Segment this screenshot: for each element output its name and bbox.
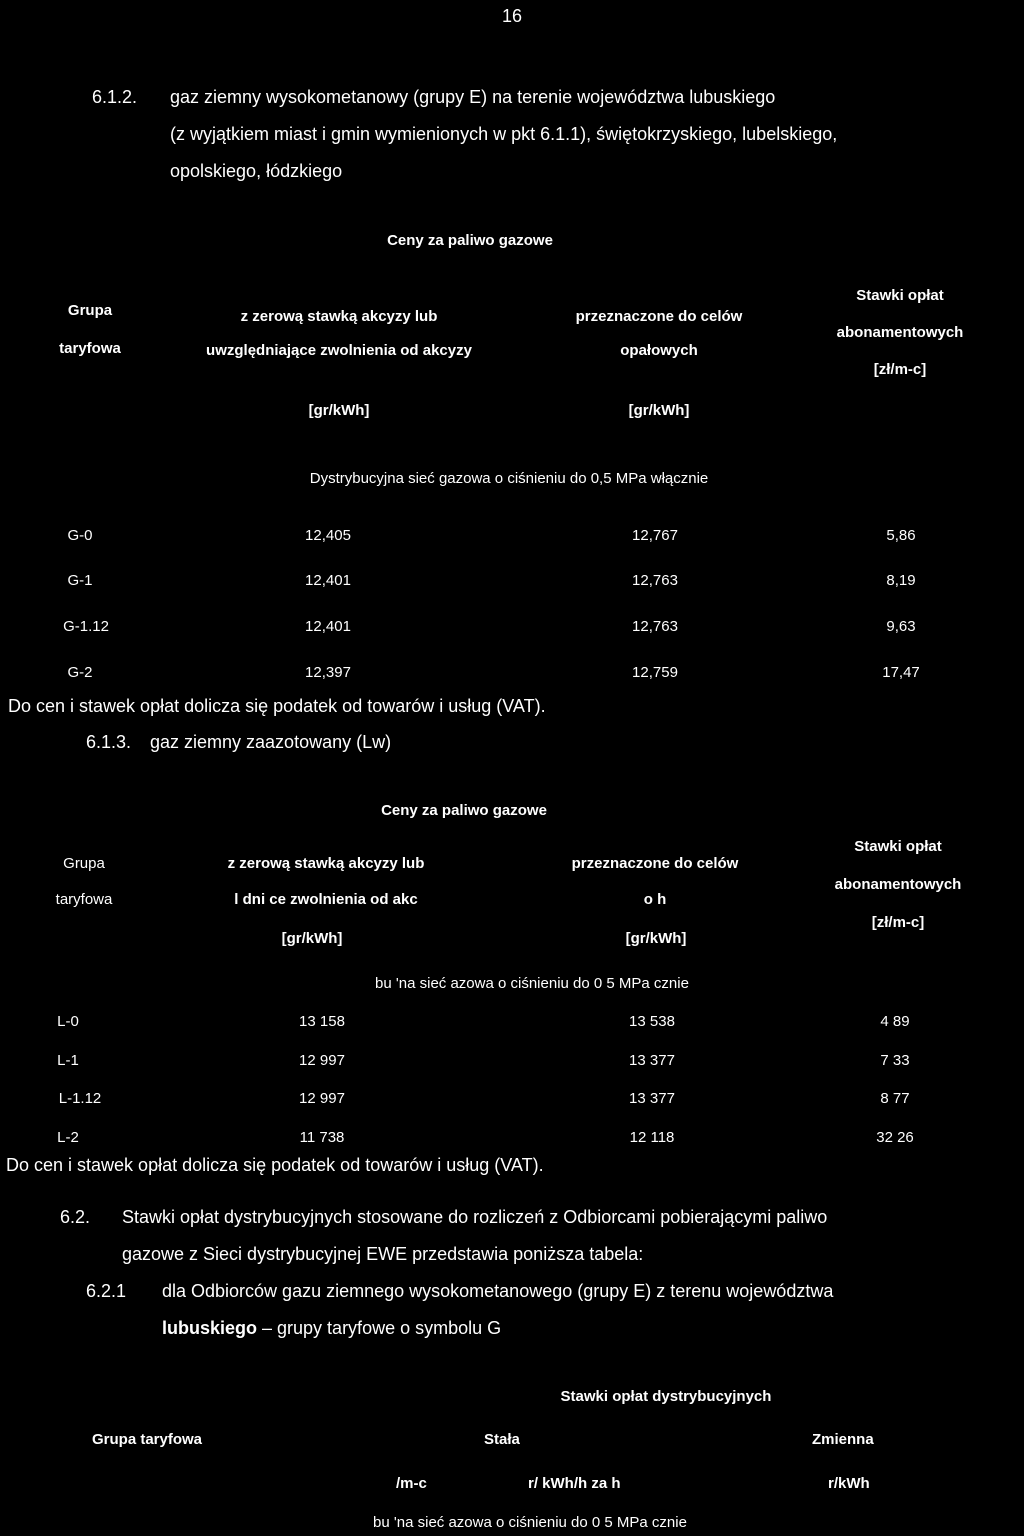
table3-caption: Stawki opłat dystrybucyjnych <box>560 1388 772 1405</box>
table1-cell-heating: 12,763 <box>632 618 678 635</box>
table1-header-zero-excise: z zerową stawką akcyzy lub uwzględniające zwolnienia od akcyzy <box>206 308 472 359</box>
table1-cell-group: G-1 <box>67 572 93 589</box>
table1-cell-zero: 12,401 <box>305 572 351 589</box>
table2-cell-heating: 13 377 <box>629 1052 675 1069</box>
section-621-line1: dla Odbiorców gazu ziemnego wysokometanowego (grupy E) z terenu województwa <box>162 1281 834 1301</box>
table1-cell-subscription: 8,19 <box>886 572 916 589</box>
table2-unit-heating: [gr/kWh] <box>625 930 687 947</box>
table1-unit-heating: [gr/kWh] <box>628 402 690 419</box>
table2-cell-heating: 12 118 <box>629 1129 675 1146</box>
table1-cell-heating: 12,763 <box>632 572 678 589</box>
table3-unit-monthly: /m-c <box>396 1475 427 1492</box>
table1-cell-subscription: 9,63 <box>886 618 916 635</box>
table1-cell-group: G-0 <box>67 527 93 544</box>
table1-header-group: Grupa taryfowa <box>59 302 121 357</box>
table3-header-fixed: Stała <box>484 1431 520 1448</box>
table3-unit-capacity: r/ kWh/h za h <box>528 1475 621 1492</box>
table2-cell-group: L-1.12 <box>58 1090 102 1107</box>
table1-unit-zero: [gr/kWh] <box>308 402 370 419</box>
page-number: 16 <box>502 6 523 26</box>
section-613-number: 6.1.3. <box>86 732 132 752</box>
table1-vat-note: Do cen i stawek opłat dolicza się podatek od towarów i usług (VAT). <box>8 696 546 716</box>
table2-header-group: Grupa taryfowa <box>55 855 113 908</box>
table3-unit-variable: r/kWh <box>828 1475 870 1492</box>
section-621-region: lubuskiego <box>162 1318 258 1338</box>
table1-cell-subscription: 17,47 <box>882 664 920 681</box>
table1-header-heating: przeznaczone do celów opałowych <box>575 308 743 359</box>
table2-caption: Ceny za paliwo gazowe <box>381 802 547 819</box>
section-62-number: 6.2. <box>60 1207 91 1227</box>
section-62-line1: Stawki opłat dystrybucyjnych stosowane do rozliczeń z Odbiorcami pobierającymi paliwo <box>122 1207 828 1227</box>
table2-header-zero-excise: z zerową stawką akcyzy lub l dni ce zwolnienia od akc <box>227 855 425 908</box>
table2-cell-subscription: 4 89 <box>880 1013 910 1030</box>
table1-caption: Ceny za paliwo gazowe <box>387 232 553 249</box>
table1-cell-zero: 12,405 <box>305 527 351 544</box>
table2-cell-zero: 11 738 <box>299 1129 345 1146</box>
table3-header-group: Grupa taryfowa <box>92 1431 203 1448</box>
table1-cell-subscription: 5,86 <box>886 527 916 544</box>
table2-cell-group: L-1 <box>57 1052 79 1069</box>
section-612-line2: (z wyjątkiem miast i gmin wymienionych w pkt 6.1.1), świętokrzyskiego, lubelskiego, <box>170 124 838 144</box>
section-62-line2: gazowe z Sieci dystrybucyjnej EWE przedstawia poniższa tabela: <box>122 1244 644 1264</box>
table1-cell-zero: 12,397 <box>305 664 351 681</box>
table1-cell-group: G-2 <box>67 664 93 681</box>
section-612-line1: gaz ziemny wysokometanowy (grupy E) na terenie województwa lubuskiego <box>170 87 776 107</box>
table1-cell-heating: 12,759 <box>632 664 678 681</box>
table2-cell-zero: 13 158 <box>299 1013 345 1030</box>
section-621-number: 6.2.1 <box>86 1281 127 1301</box>
table2-cell-subscription: 7 33 <box>880 1052 910 1069</box>
section-613-text: gaz ziemny zaazotowany (Lw) <box>150 732 392 752</box>
table2-cell-heating: 13 377 <box>629 1090 675 1107</box>
section-621-rest: – grupy taryfowe o symbolu G <box>257 1318 502 1338</box>
section-612-line3: opolskiego, łódzkiego <box>170 161 343 181</box>
table2-cell-subscription: 8 77 <box>880 1090 910 1107</box>
table2-cell-subscription: 32 26 <box>876 1129 914 1146</box>
table2-header-subscription: Stawki opłat abonamentowych [zł/m-c] <box>834 838 962 931</box>
table2-cell-group: L-2 <box>57 1129 79 1146</box>
table2-cell-zero: 12 997 <box>299 1090 345 1107</box>
table1-header-subscription: Stawki opłat abonamentowych [zł/m-c] <box>836 287 964 378</box>
table2-vat-note: Do cen i stawek opłat dolicza się podatek od towarów i usług (VAT). <box>6 1155 544 1175</box>
table3-header-variable: Zmienna <box>812 1431 874 1448</box>
table2-cell-group: L-0 <box>57 1013 79 1030</box>
table2-unit-zero: [gr/kWh] <box>281 930 343 947</box>
section-621-line2 <box>162 1318 501 1339</box>
section-612-number: 6.1.2. <box>92 87 138 107</box>
table3-network-label: bu 'na sieć azowa o ciśnieniu do 0 5 MPa cznie <box>373 1514 687 1531</box>
table1-cell-heating: 12,767 <box>632 527 678 544</box>
table2-cell-heating: 13 538 <box>629 1013 675 1030</box>
table1-cell-group: G-1.12 <box>63 618 109 635</box>
table1-cell-zero: 12,401 <box>305 618 351 635</box>
table2-network-label: bu 'na sieć azowa o ciśnieniu do 0 5 MPa cznie <box>375 975 689 992</box>
table1-network-label: Dystrybucyjna sieć gazowa o ciśnieniu do 0,5 MPa włącznie <box>309 470 709 487</box>
table2-cell-zero: 12 997 <box>299 1052 345 1069</box>
table2-header-heating: przeznaczone do celów o h <box>571 855 739 908</box>
